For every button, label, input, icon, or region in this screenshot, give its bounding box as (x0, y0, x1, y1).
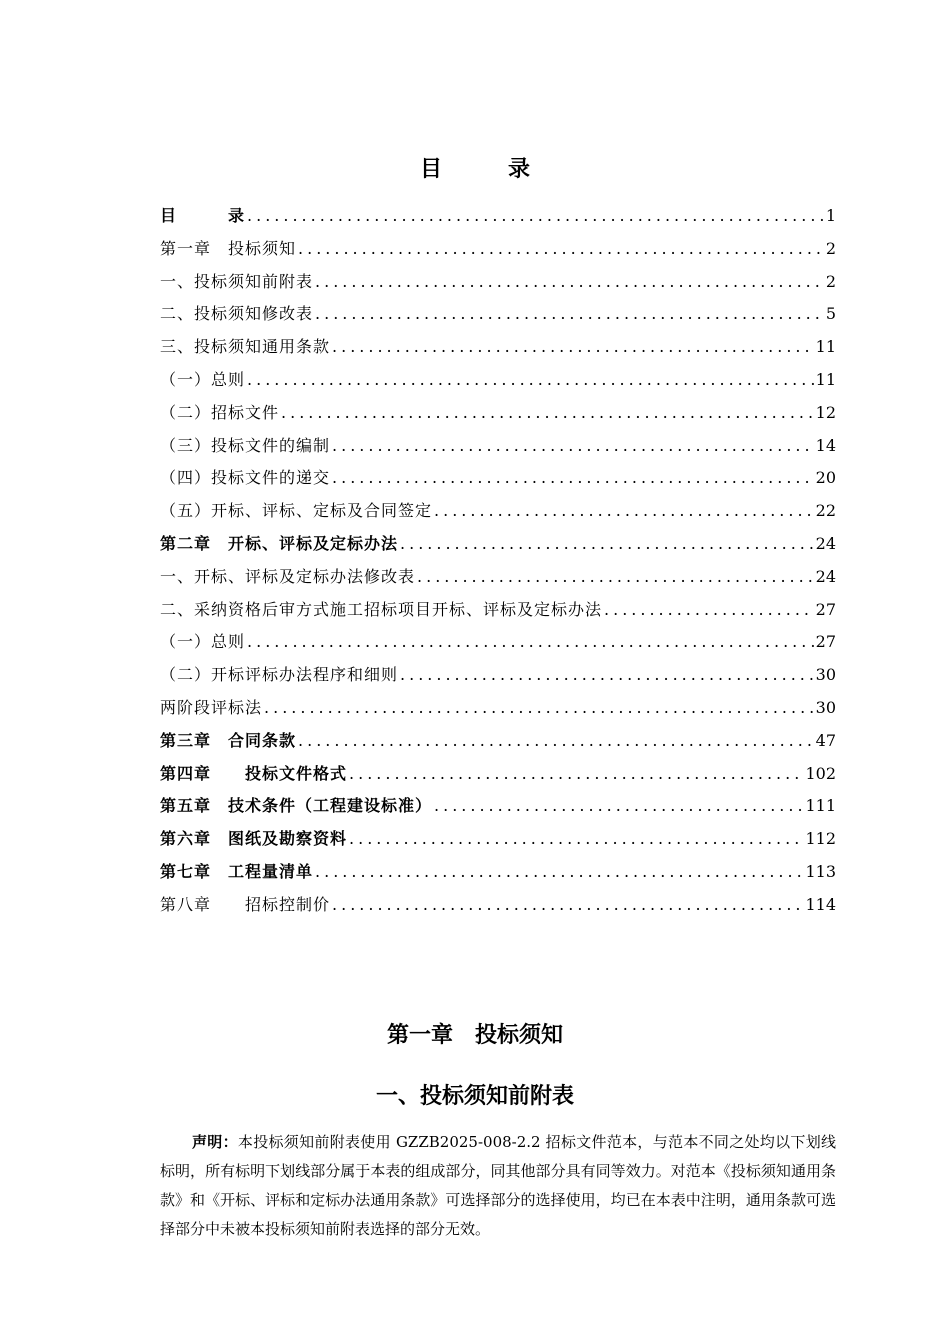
toc-heading-left: 目 (419, 157, 442, 182)
toc-entry[interactable] (160, 790, 836, 823)
toc-entry-page: 114 (805, 894, 836, 914)
toc-entry[interactable] (160, 266, 836, 299)
toc-entry-page: 47 (815, 730, 836, 750)
toc-entry-label: 第二章 开标、评标及定标办法 (160, 533, 399, 553)
toc-entry-label: （二）开标评标办法程序和细则 (160, 665, 399, 685)
toc-leader-dots (349, 823, 803, 856)
toc-entry-page: 113 (805, 861, 836, 881)
toc-entry-page: 30 (815, 697, 836, 717)
toc-entry-label: 一、开标、评标及定标办法修改表 (160, 566, 416, 586)
toc-leader-dots (332, 430, 814, 463)
toc-entry[interactable] (160, 856, 836, 889)
toc-leader-dots (349, 758, 803, 791)
toc-entry-label: 第一章 投标须知 (160, 238, 297, 258)
toc-leader-dots (247, 364, 814, 397)
toc-entry[interactable] (160, 725, 836, 758)
toc-entry-label: 第八章 招标控制价 (160, 894, 331, 914)
toc-leader-dots (434, 495, 814, 528)
toc-entry-page: 22 (815, 501, 836, 521)
toc-entry[interactable] (160, 298, 836, 331)
toc-entry-label: 二、采纳资格后审方式施工招标项目开标、评标及定标办法 (160, 599, 603, 619)
toc-entry-page: 11 (815, 337, 836, 357)
toc-entry-page: 24 (815, 566, 836, 586)
toc-entry-label: （一）总则 (160, 369, 246, 389)
toc-entry[interactable] (160, 495, 836, 528)
toc-entry-label: 第六章 图纸及勘察资料 (160, 829, 348, 849)
toc-leader-dots (332, 462, 814, 495)
toc-entry-label: 第四章 投标文件格式 (160, 763, 348, 783)
toc-entry-page: 24 (815, 533, 836, 553)
toc-entry-label: （四）投标文件的递交 (160, 468, 331, 488)
toc-entry-label: 第三章 合同条款 (160, 730, 297, 750)
toc-leader-dots (400, 659, 814, 692)
toc-leader-dots (332, 331, 814, 364)
toc-entry[interactable] (160, 200, 836, 233)
toc-heading (0, 152, 950, 183)
toc-entry[interactable] (160, 594, 836, 627)
toc-entry-label: 一、投标须知前附表 (160, 271, 314, 291)
toc-leader-dots (417, 561, 814, 594)
table-of-contents (160, 200, 836, 922)
chapter-title: 第一章 投标须知 (386, 1023, 563, 1048)
toc-entry-page: 102 (805, 763, 836, 783)
statement-paragraph (160, 1128, 836, 1244)
toc-leader-dots (247, 626, 814, 659)
toc-entry-label: 第七章 工程量清单 (160, 861, 314, 881)
toc-leader-dots (434, 790, 803, 823)
toc-leader-dots (332, 889, 803, 922)
toc-entry[interactable] (160, 758, 836, 791)
toc-entry[interactable] (160, 626, 836, 659)
statement-body: 本投标须知前附表使用 GZZB2025-008-2.2 招标文件范本，与范本不同之处均以下划线标明，所有标明下划线部分属于本表的组成部分，同其他部分具有同等效力。对范本《投标须知通用条款》和《开标、评标和定标办法通用条款》可选择部分的选择使用，均已在本表中注明，通用条款可选择部分中未被本投标须知前附表选择的部分无效。 (160, 1133, 836, 1238)
toc-entry[interactable] (160, 233, 836, 266)
toc-leader-dots (315, 856, 803, 889)
toc-entry-label: 三、投标须知通用条款 (160, 337, 331, 357)
toc-entry[interactable] (160, 462, 836, 495)
toc-entry-page: 12 (815, 402, 836, 422)
toc-entry-label: 目 录 (160, 206, 246, 225)
toc-heading-right: 录 (508, 157, 531, 182)
toc-entry-page: 20 (815, 468, 836, 488)
toc-entry[interactable] (160, 331, 836, 364)
toc-entry-page: 11 (815, 369, 836, 389)
toc-entry[interactable] (160, 692, 836, 725)
toc-leader-dots (298, 233, 824, 266)
toc-leader-dots (400, 528, 814, 561)
toc-entry-page: 112 (805, 829, 836, 849)
toc-entry[interactable] (160, 659, 836, 692)
toc-entry-label: （二）招标文件 (160, 402, 280, 422)
toc-leader-dots (281, 397, 814, 430)
toc-entry[interactable] (160, 561, 836, 594)
toc-entry[interactable] (160, 823, 836, 856)
toc-leader-dots (604, 594, 814, 627)
toc-entry[interactable] (160, 889, 836, 922)
statement-lead: 声明： (192, 1133, 238, 1151)
toc-entry-label: （一）总则 (160, 632, 246, 652)
toc-entry-label: 第五章 技术条件（工程建设标准） (160, 796, 433, 816)
toc-entry-page: 111 (805, 796, 836, 816)
toc-leader-dots (298, 725, 814, 758)
toc-entry-label: （三）投标文件的编制 (160, 435, 331, 455)
toc-entry[interactable] (160, 364, 836, 397)
toc-entry-page: 14 (815, 435, 836, 455)
toc-leader-dots (264, 692, 814, 725)
toc-entry-page: 2 (825, 271, 836, 291)
toc-entry[interactable] (160, 430, 836, 463)
toc-entry-page: 1 (825, 206, 836, 225)
toc-leader-dots (315, 266, 824, 299)
toc-entry[interactable] (160, 397, 836, 430)
toc-entry-page: 5 (825, 304, 836, 324)
section-title: 一、投标须知前附表 (375, 1084, 574, 1109)
toc-entry-page: 30 (815, 665, 836, 685)
toc-entry-label: 两阶段评标法 (160, 697, 263, 717)
toc-leader-dots (315, 298, 824, 331)
toc-entry-page: 27 (815, 599, 836, 619)
toc-entry[interactable] (160, 528, 836, 561)
toc-entry-label: （五）开标、评标、定标及合同签定 (160, 501, 433, 521)
toc-leader-dots (247, 200, 824, 233)
toc-entry-page: 2 (825, 238, 836, 258)
toc-entry-label: 二、投标须知修改表 (160, 304, 314, 324)
toc-entry-page: 27 (815, 632, 836, 652)
